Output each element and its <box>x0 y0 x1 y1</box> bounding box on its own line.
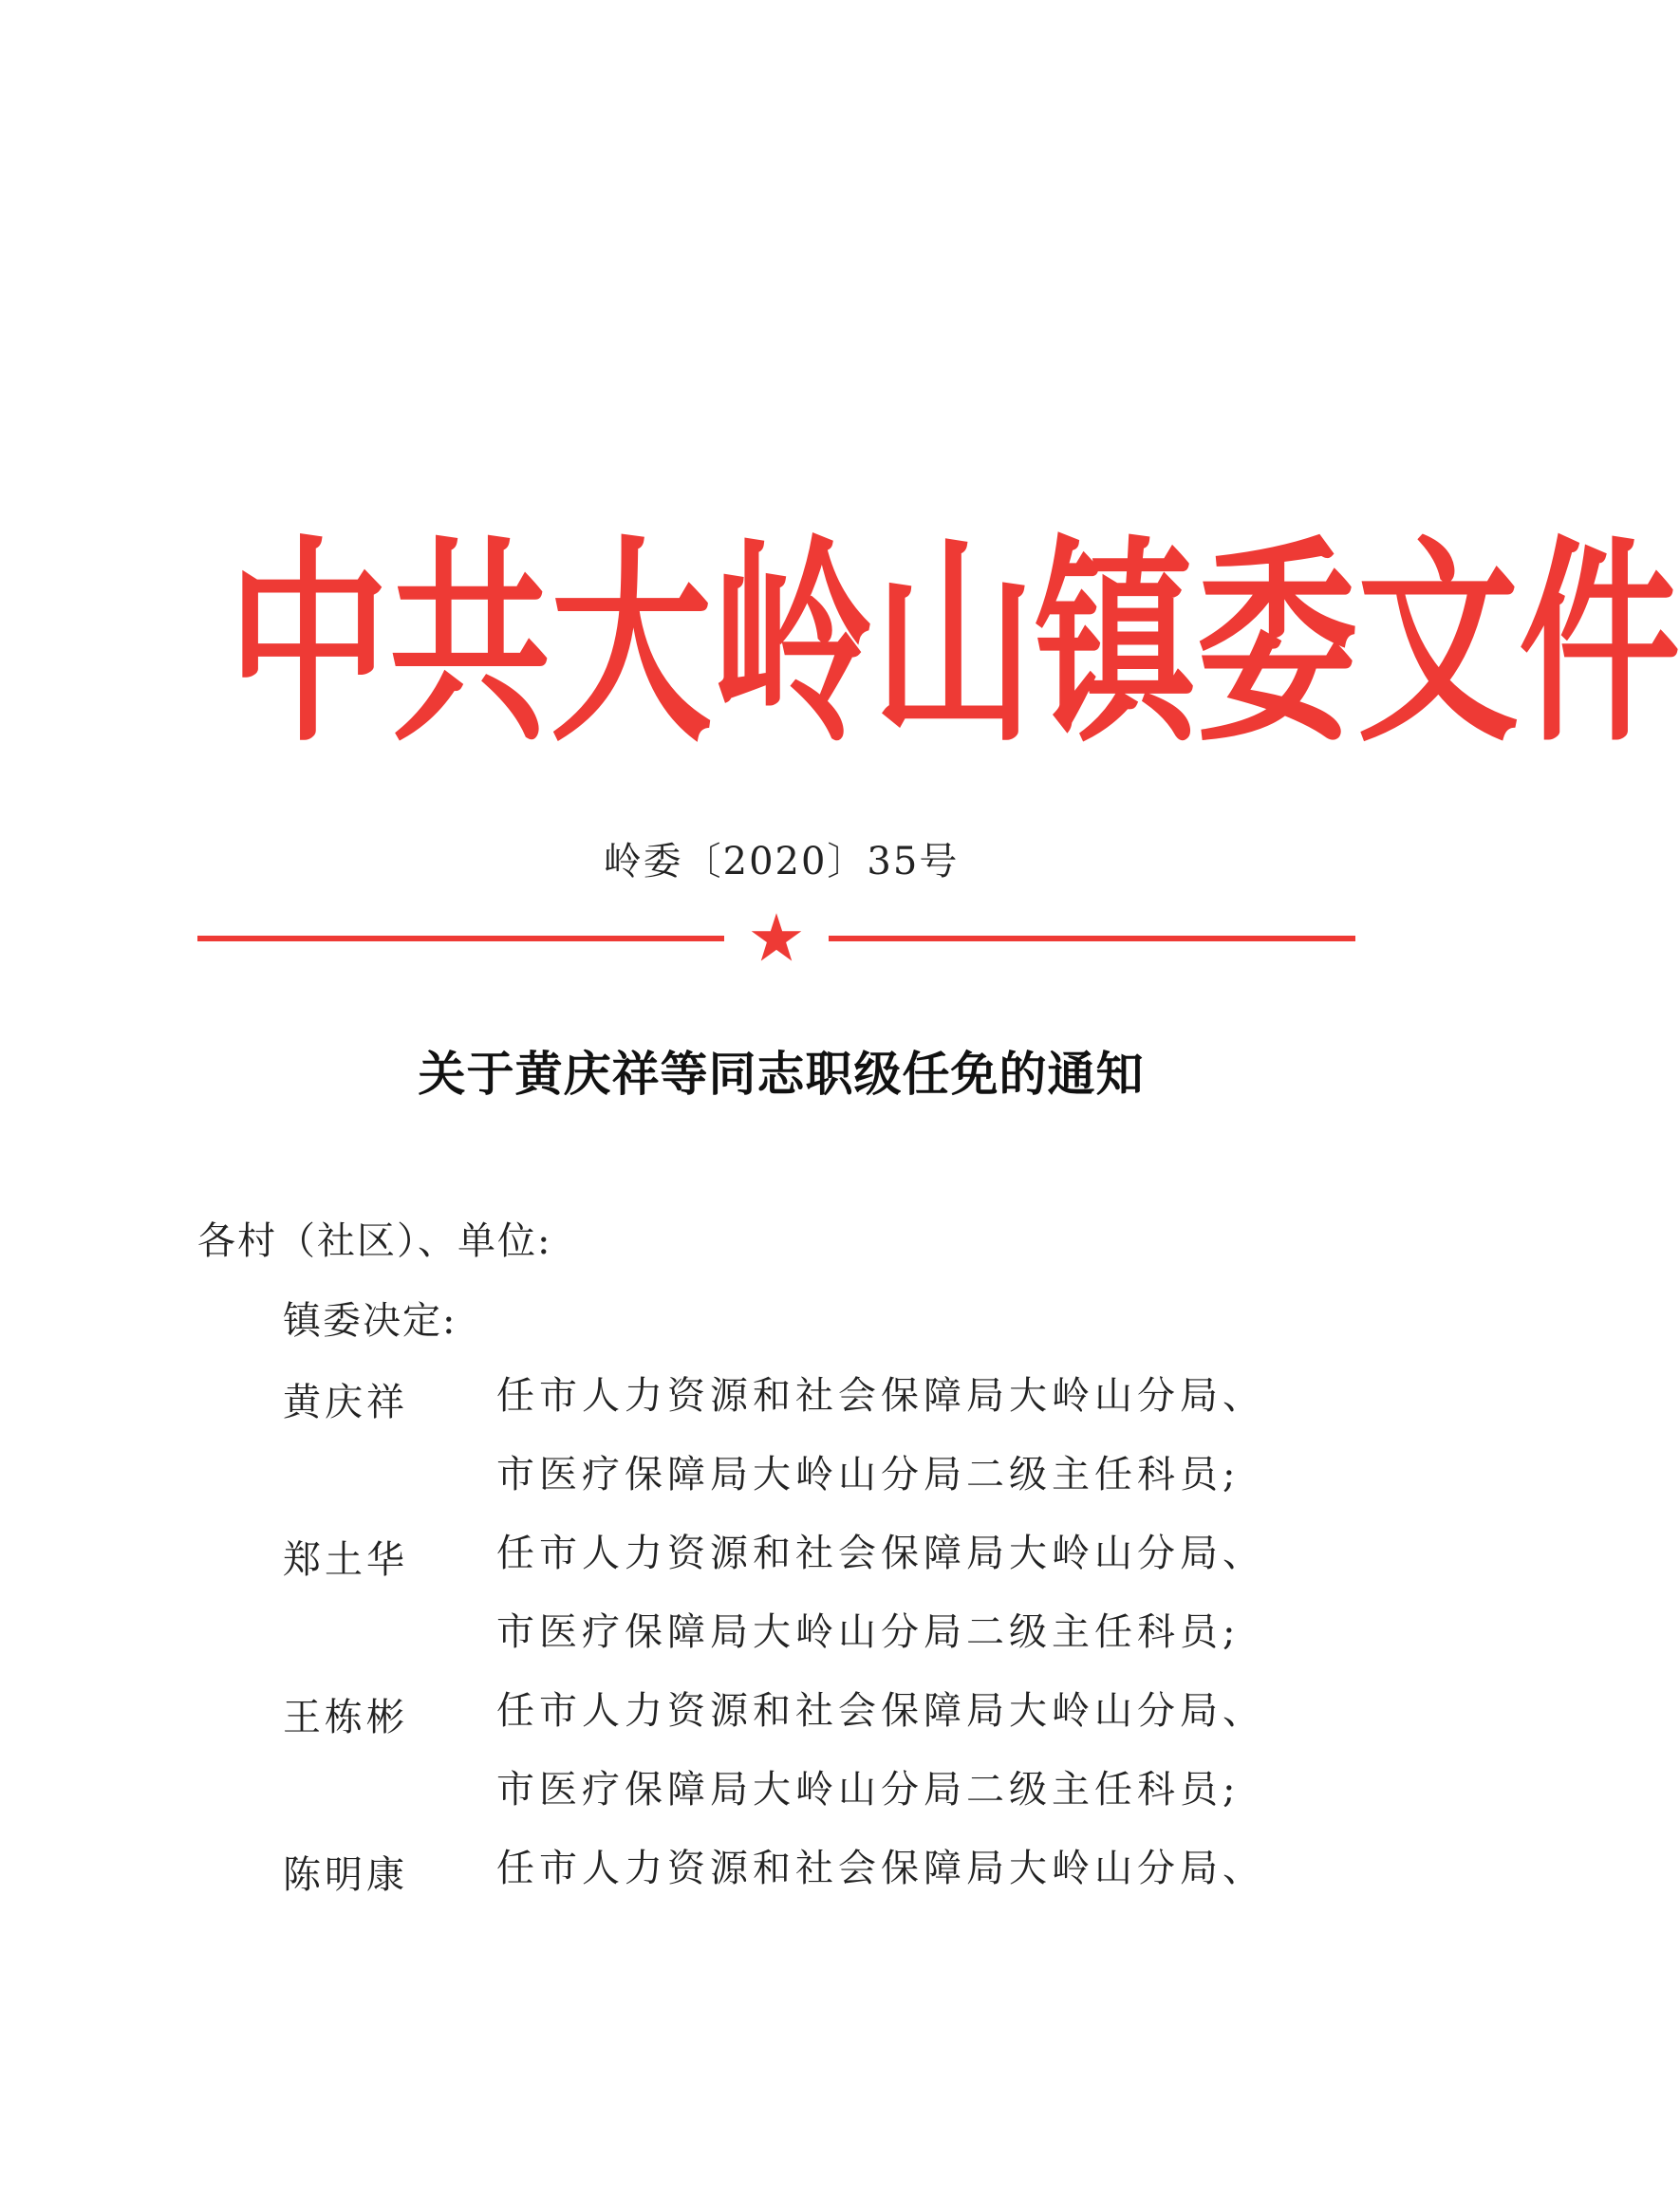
decision-intro: 镇委决定: <box>283 1299 457 1343</box>
document-number: 岭委〔2020〕35号 <box>603 840 960 883</box>
masthead-char: 山 <box>873 518 1036 772</box>
divider-line-left <box>197 936 724 941</box>
appointee-name: 王栋彬 <box>283 1696 408 1739</box>
appointment-line: 任市人力资源和社会保障局大岭山分局、 <box>496 1532 1265 1575</box>
appointment-item <box>283 1687 1327 1845</box>
appointee-name: 黄庆祥 <box>283 1381 408 1424</box>
appointment-line: 任市人力资源和社会保障局大岭山分局、 <box>496 1689 1265 1733</box>
red-divider <box>197 920 1355 958</box>
masthead-char: 件 <box>1519 518 1680 772</box>
star-icon <box>750 911 803 964</box>
masthead-char: 大 <box>551 518 713 772</box>
appointment-line: 市医疗保障局大岭山分局二级主任科员; <box>496 1768 1241 1812</box>
appointment-item <box>283 1530 1327 1687</box>
masthead-char: 共 <box>389 518 551 772</box>
document-title: 关于黄庆祥等同志职级任免的通知 <box>418 1046 1145 1102</box>
appointment-item <box>283 1372 1327 1530</box>
appointment-list <box>283 1372 1327 1924</box>
appointment-line: 任市人力资源和社会保障局大岭山分局、 <box>496 1374 1265 1418</box>
appointee-name: 郑土华 <box>283 1538 408 1582</box>
salutation: 各村（社区）、单位: <box>197 1219 552 1263</box>
divider-line-right <box>829 936 1355 941</box>
masthead-char: 文 <box>1357 518 1520 772</box>
appointment-line: 任市人力资源和社会保障局大岭山分局、 <box>496 1847 1265 1890</box>
appointee-name: 陈明康 <box>283 1853 408 1897</box>
masthead-char: 岭 <box>712 518 874 772</box>
masthead-char: 委 <box>1196 518 1358 772</box>
appointment-item <box>283 1845 1327 1924</box>
appointment-line: 市医疗保障局大岭山分局二级主任科员; <box>496 1610 1241 1654</box>
masthead <box>228 518 1680 772</box>
appointment-line: 市医疗保障局大岭山分局二级主任科员; <box>496 1453 1241 1496</box>
masthead-char: 中 <box>228 518 390 772</box>
masthead-char: 镇 <box>1035 518 1197 772</box>
